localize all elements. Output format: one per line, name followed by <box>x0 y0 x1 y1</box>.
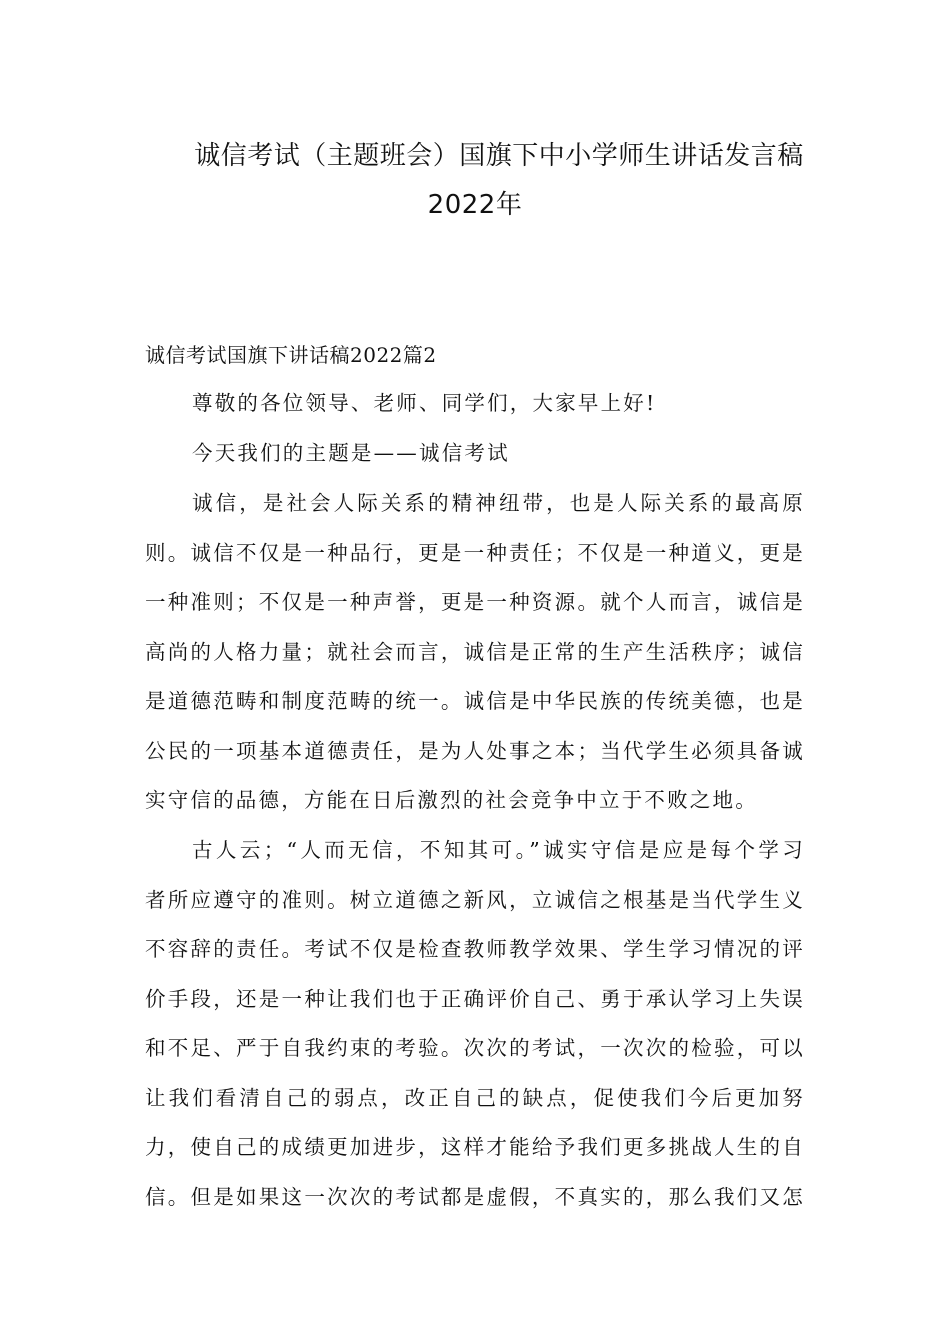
paragraph-line: 则。诚信不仅是一种品行，更是一种责任；不仅是一种道义，更是 <box>145 541 805 565</box>
paragraph-line: 实守信的品德，方能在日后激烈的社会竞争中立于不败之地。 <box>145 788 758 812</box>
paragraph-line: 一种准则；不仅是一种声誉，更是一种资源。就个人而言，诚信是 <box>145 590 805 614</box>
paragraph-line: 力，使自己的成绩更加进步，这样才能给予我们更多挑战人生的自 <box>145 1135 805 1159</box>
paragraph-line: 价手段，还是一种让我们也于正确评价自己、勇于承认学习上失误 <box>145 987 805 1011</box>
paragraph-line: 是道德范畴和制度范畴的统一。诚信是中华民族的传统美德，也是 <box>145 689 805 713</box>
paragraph-line: 和不足、严于自我约束的考验。次次的考试，一次次的检验，可以 <box>145 1036 805 1060</box>
paragraph-line: 公民的一项基本道德责任，是为人处事之本；当代学生必须具备诚 <box>145 739 805 763</box>
paragraph-line: 信。但是如果这一次次的考试都是虚假，不真实的，那么我们又怎 <box>145 1185 805 1209</box>
paragraph-line: 诚信，是社会人际关系的精神纽带，也是人际关系的最高原 <box>192 491 805 515</box>
document-title-line1: 诚信考试（主题班会）国旗下中小学师生讲话发言稿 <box>194 141 804 171</box>
greeting-line: 尊敬的各位领导、老师、同学们，大家早上好! <box>192 391 657 415</box>
paragraph-line: 古人云；“人而无信，不知其可。”诚实守信是应是每个学习 <box>192 838 805 862</box>
paragraph-line: 让我们看清自己的弱点，改正自己的缺点，促使我们今后更加努 <box>145 1086 805 1110</box>
theme-line: 今天我们的主题是——诚信考试 <box>192 441 510 465</box>
document-subheading: 诚信考试国旗下讲话稿2022篇2 <box>145 343 437 367</box>
document-title-line2: 2022年 <box>427 190 523 220</box>
paragraph-line: 者所应遵守的准则。树立道德之新风，立诚信之根基是当代学生义 <box>145 888 805 912</box>
paragraph-line: 高尚的人格力量；就社会而言，诚信是正常的生产生活秩序；诚信 <box>145 640 805 664</box>
paragraph-line: 不容辞的责任。考试不仅是检查教师教学效果、学生学习情况的评 <box>145 937 805 961</box>
